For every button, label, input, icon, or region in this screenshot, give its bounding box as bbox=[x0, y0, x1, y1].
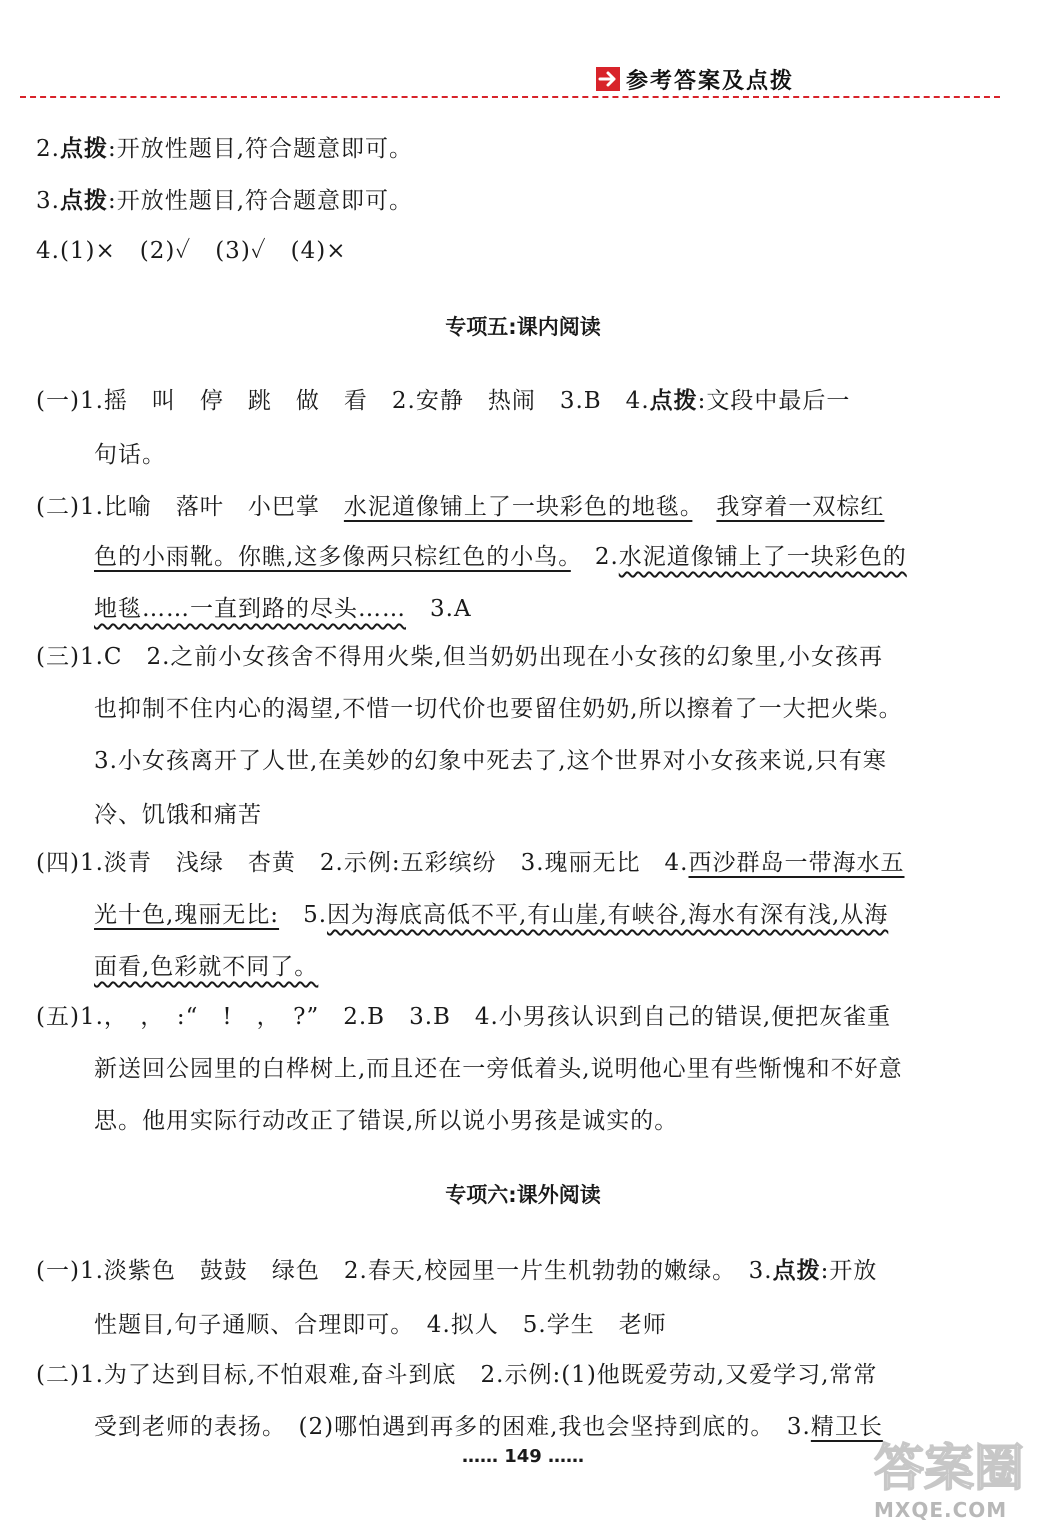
watermark-url: MXQE.COM bbox=[874, 1498, 1008, 1522]
answer-line: 性题目,句子通顺、合理即可。 4.拟人 5.学生 老师 bbox=[94, 1312, 667, 1338]
answer-line: 4.(1)× (2)✓ (3)✓ (4)× bbox=[36, 238, 347, 264]
answer-line: 冷、饥饿和痛苦 bbox=[94, 802, 262, 828]
answer-text: (一)1.淡紫色 鼓鼓 绿色 2.春天,校园里一片生机勃勃的嫩绿。 3. bbox=[36, 1258, 773, 1284]
header-divider bbox=[20, 96, 1000, 98]
underlined-answer: 色的小雨靴。你瞧,这多像两只棕红色的小鸟。 bbox=[94, 544, 571, 570]
hint-label: 点拨 bbox=[59, 188, 108, 214]
answer-text: :开放性题目,符合题意即可。 bbox=[107, 188, 414, 214]
answer-line bbox=[36, 386, 850, 416]
answer-line bbox=[36, 186, 413, 216]
answer-line: 思。他用实际行动改正了错误,所以说小男孩是诚实的。 bbox=[94, 1108, 679, 1134]
answer-line: (三)1.C 2.之前小女孩舍不得用火柴,但当奶奶出现在小女孩的幻象里,小女孩再 bbox=[36, 644, 884, 670]
answer-text: (一)1.摇 叫 停 跳 做 看 2.安静 热闹 3.B 4. bbox=[36, 388, 650, 414]
answer-line: (五)1.， ， :“ ! ， ?” 2.B 3.B 4.小男孩认识到自己的错误,便把灰雀重 bbox=[36, 1004, 892, 1030]
answer-text: :开放 bbox=[820, 1258, 878, 1284]
watermark-text: 答案圈 bbox=[874, 1439, 1024, 1497]
answer-line bbox=[36, 848, 904, 878]
answer-text: :开放性题目,符合题意即可。 bbox=[107, 136, 414, 162]
wavy-underlined-answer: 地毯……一直到路的尽头…… bbox=[94, 596, 406, 622]
answer-line: (二)1.为了达到目标,不怕艰难,奋斗到底 2.示例:(1)他既爱劳动,又爱学习,常常 bbox=[36, 1362, 878, 1388]
answer-text: :文段中最后一 bbox=[697, 388, 851, 414]
arrow-right-icon bbox=[596, 67, 620, 91]
hint-label: 点拨 bbox=[59, 136, 108, 162]
answer-text: 5. bbox=[279, 902, 328, 928]
answer-number: 3. bbox=[36, 188, 60, 214]
page-header bbox=[0, 0, 1046, 110]
answer-text: 2. bbox=[570, 544, 619, 570]
answer-line bbox=[94, 952, 318, 982]
answer-line: 3.小女孩离开了人世,在美妙的幻象中死去了,这个世界对小女孩来说,只有寒 bbox=[94, 748, 887, 774]
page-number: …… 149 …… bbox=[461, 1446, 585, 1467]
header-title: 参考答案及点拨 bbox=[626, 68, 795, 94]
underlined-answer: 精卫长 bbox=[810, 1414, 883, 1440]
underlined-answer: 西沙群岛一带海水五 bbox=[688, 850, 905, 876]
underlined-answer: 水泥道像铺上了一块彩色的地毯。 bbox=[343, 494, 693, 520]
answer-number: 2. bbox=[36, 136, 60, 162]
answer-line: 也抑制不住内心的渴望,不惜一切代价也要留住奶奶,所以擦着了一大把火柴。 bbox=[94, 696, 903, 722]
wavy-underlined-answer: 因为海底高低不平,有山崖,有峡谷,海水有深有浅,从海 bbox=[327, 902, 889, 928]
answer-text: (四)1.淡青 浅绿 杏黄 2.示例:五彩缤纷 3.瑰丽无比 4. bbox=[36, 850, 689, 876]
underlined-answer: 我穿着一双棕红 bbox=[716, 494, 885, 520]
answer-line bbox=[94, 594, 472, 624]
hint-label: 点拨 bbox=[772, 1258, 821, 1284]
underlined-answer: 光十色,瑰丽无比: bbox=[94, 902, 280, 928]
wavy-underlined-answer: 面看,色彩就不同了。 bbox=[94, 954, 319, 980]
answer-line bbox=[36, 492, 884, 522]
answer-line bbox=[36, 134, 413, 164]
section-heading: 专项六:课外阅读 bbox=[445, 1183, 601, 1207]
hint-label: 点拨 bbox=[649, 388, 698, 414]
answer-line bbox=[94, 542, 907, 572]
answer-line bbox=[94, 900, 888, 930]
section-heading: 专项五:课内阅读 bbox=[445, 315, 601, 339]
answer-line bbox=[36, 1256, 877, 1286]
answer-line bbox=[94, 1412, 883, 1442]
answer-text: 3.A bbox=[406, 596, 472, 622]
answer-text: (二)1.比喻 落叶 小巴掌 bbox=[36, 494, 344, 520]
header-title-group bbox=[596, 62, 794, 96]
wavy-underlined-answer: 水泥道像铺上了一块彩色的 bbox=[618, 544, 907, 570]
answer-line: 新送回公园里的白桦树上,而且还在一旁低着头,说明他心里有些惭愧和不好意 bbox=[94, 1056, 903, 1082]
watermark-logo bbox=[868, 1440, 1038, 1530]
answer-text: 受到老师的表扬。 (2)哪怕遇到再多的困难,我也会坚持到底的。 3. bbox=[94, 1414, 811, 1440]
answer-line: 句话。 bbox=[94, 442, 166, 468]
